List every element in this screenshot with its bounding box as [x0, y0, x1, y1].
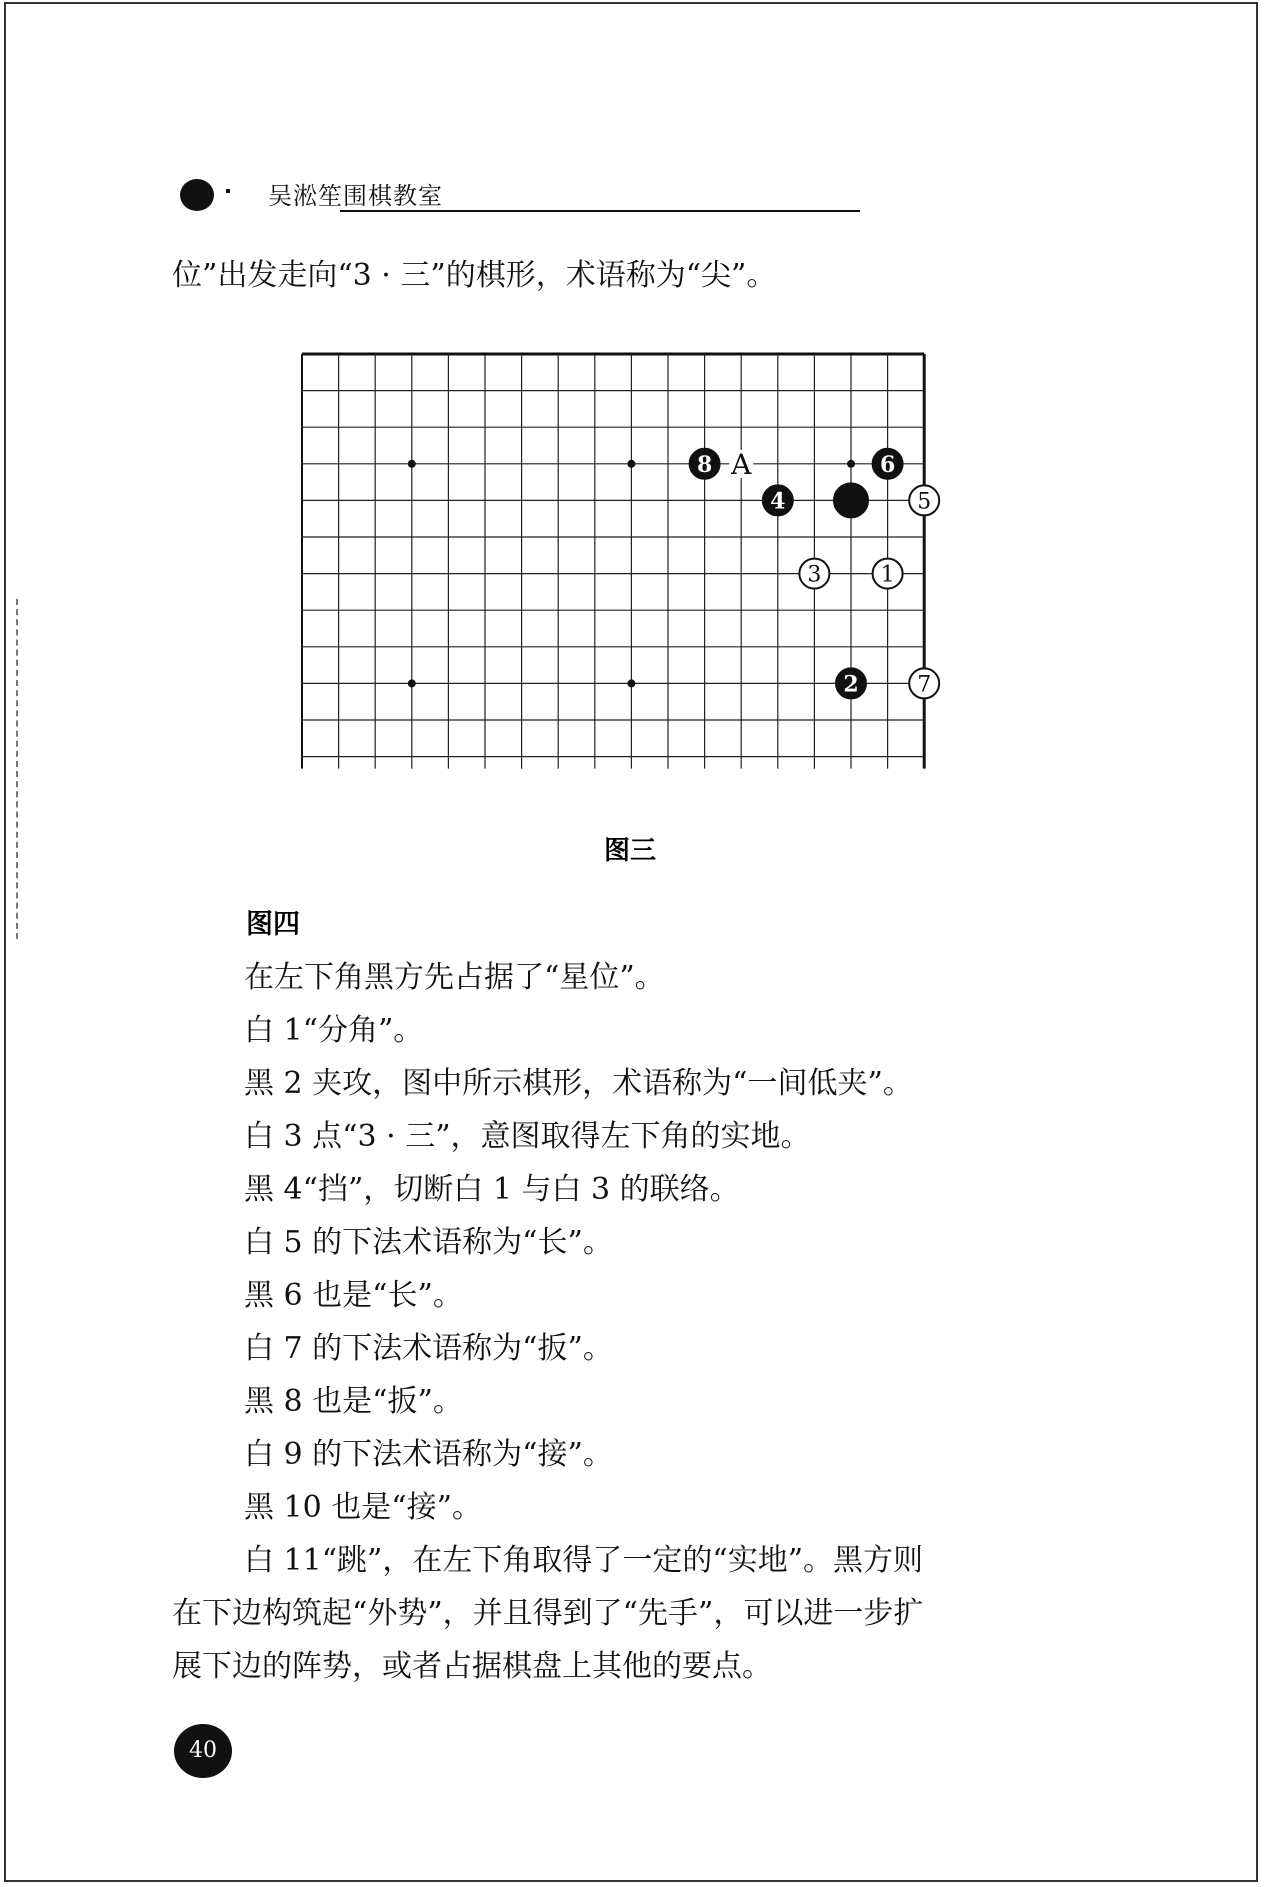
move-line: 白 1“分角”。 — [244, 1013, 424, 1048]
section-title: 图四 — [246, 909, 300, 940]
header-tick — [226, 189, 230, 193]
move-line: 在左下角黑方先占据了“星位”。 — [244, 960, 665, 995]
star-point — [408, 679, 416, 687]
move-line: 黑 10 也是“接”。 — [244, 1490, 482, 1525]
black-stone — [834, 483, 868, 517]
stone-move-number: 6 — [879, 451, 896, 478]
move-line: 黑 2 夹攻，图中所示棋形，术语称为“一间低夹”。 — [244, 1066, 913, 1101]
stone-move-number: 8 — [696, 451, 713, 478]
go-board-diagram — [294, 346, 964, 776]
figure-caption: 图三 — [604, 836, 657, 866]
move-line: 白 3 点“3 · 三”，意图取得左下角的实地。 — [244, 1119, 811, 1154]
stone-move-number: 3 — [807, 562, 822, 588]
stone-move-number: 4 — [770, 488, 786, 515]
star-point — [627, 460, 635, 468]
paragraph-line: 白 11“跳”，在左下角取得了一定的“实地”。黑方则 — [244, 1543, 924, 1578]
star-point — [627, 679, 635, 687]
move-line: 黑 4“挡”，切断白 1 与白 3 的联络。 — [244, 1172, 740, 1207]
header-title: 吴淞笙围棋教室 — [268, 182, 443, 210]
move-line: 白 9 的下法术语称为“接”。 — [244, 1437, 613, 1472]
move-line: 白 5 的下法术语称为“长”。 — [244, 1225, 613, 1260]
paragraph-line: 在下边构筑起“外势”，并且得到了“先手”，可以进一步扩 — [172, 1596, 924, 1631]
move-line: 黑 6 也是“长”。 — [244, 1278, 463, 1313]
stone-move-number: 5 — [917, 489, 932, 515]
book-page — [4, 2, 1258, 1882]
move-line: 白 7 的下法术语称为“扳”。 — [244, 1331, 613, 1366]
star-point — [408, 460, 416, 468]
board-letter-mark: A — [731, 447, 752, 481]
intro-line: 位”出发走向“3 · 三”的棋形，术语称为“尖”。 — [172, 258, 777, 293]
go-board — [294, 346, 964, 776]
header-rule — [340, 210, 860, 212]
header-bullet-icon — [180, 179, 214, 211]
move-line: 黑 8 也是“扳”。 — [244, 1384, 463, 1419]
stone-move-number: 1 — [880, 562, 895, 588]
stone-move-number: 7 — [917, 672, 932, 698]
scan-edge-marks — [16, 599, 21, 939]
paragraph-line: 展下边的阵势，或者占据棋盘上其他的要点。 — [172, 1649, 772, 1684]
star-point — [847, 460, 855, 468]
stone-move-number: 2 — [843, 671, 859, 698]
page-number: 40 — [174, 1724, 232, 1778]
